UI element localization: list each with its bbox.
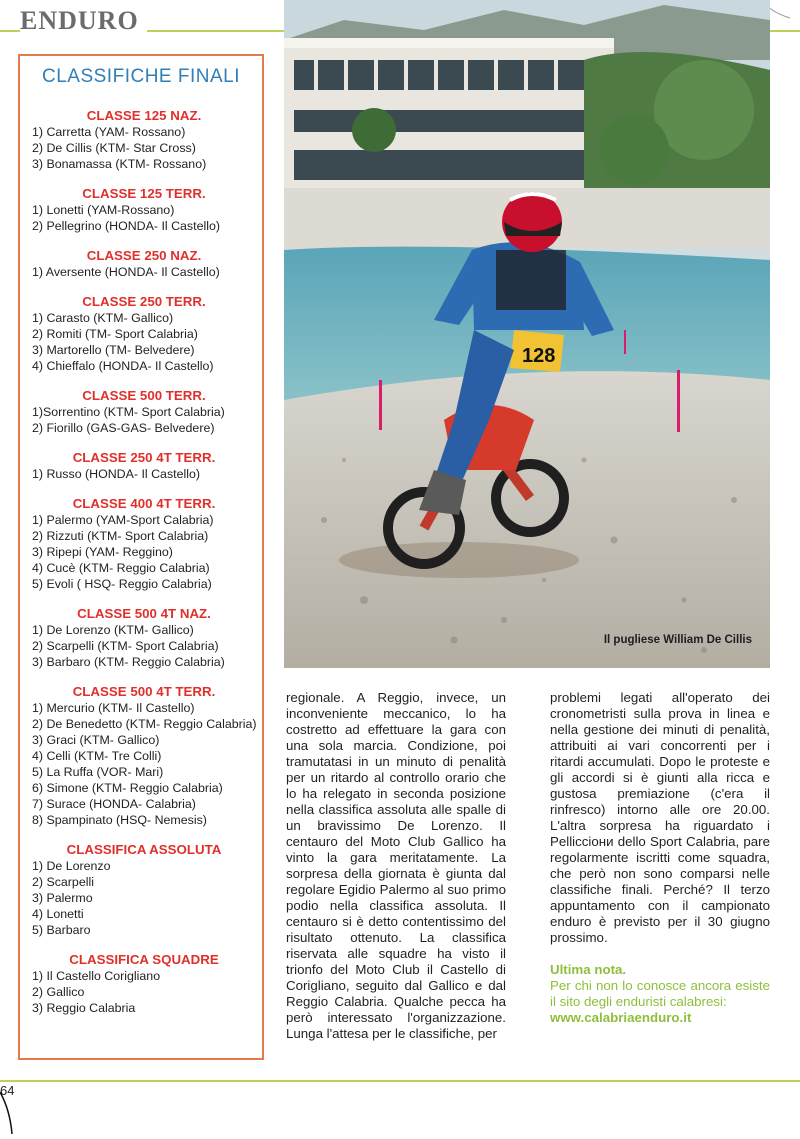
result-entry: 5) Evoli ( HSQ- Reggio Calabria) [32, 577, 212, 591]
result-entry: 1) Palermo (YAM-Sport Calabria) [32, 513, 214, 527]
results-group [32, 248, 256, 280]
result-entry: 4) Lonetti [32, 907, 84, 921]
result-entry: 7) Surace (HONDA- Calabria) [32, 797, 196, 811]
result-entry: 4) Celli (KTM- Tre Colli) [32, 749, 162, 763]
results-group [32, 450, 256, 482]
bottom-rule [0, 1080, 800, 1082]
class-heading: CLASSIFICA ASSOLUTA [66, 842, 222, 857]
result-entry: 2) De Benedetto (KTM- Reggio Calabria) [32, 717, 257, 731]
result-entry: 1) Lonetti (YAM-Rossano) [32, 203, 175, 217]
class-list [32, 108, 256, 1030]
article-column-2 [550, 690, 770, 1026]
result-entry: 2) Scarpelli [32, 875, 94, 889]
result-entry: 3) Bonamassa (KTM- Rossano) [32, 157, 207, 171]
class-heading: CLASSE 250 4T TERR. [72, 450, 216, 465]
result-entry: 2) Pellegrino (HONDA- Il Castello) [32, 219, 220, 233]
result-entry: 4) Cucè (KTM- Reggio Calabria) [32, 561, 210, 575]
result-entry: 6) Simone (KTM- Reggio Calabria) [32, 781, 223, 795]
class-heading: CLASSE 500 4T NAZ. [77, 606, 211, 621]
photo-caption: Il pugliese William De Cillis [603, 634, 752, 646]
result-entry: 1) Carasto (KTM- Gallico) [32, 311, 174, 325]
results-sidebar [18, 54, 264, 1060]
result-entry: 3) Barbaro (KTM- Reggio Calabria) [32, 655, 225, 669]
results-group [32, 684, 256, 828]
results-group [32, 952, 256, 1016]
result-entry: 2) Scarpelli (KTM- Sport Calabria) [32, 639, 219, 653]
class-heading: CLASSE 400 4T TERR. [72, 496, 216, 511]
result-entry: 3) Ripepi (YAM- Reggino) [32, 545, 173, 559]
result-entry: 3) Martorello (TM- Belvedere) [32, 343, 195, 357]
results-group [32, 606, 256, 670]
website-link[interactable]: www.calabriaenduro.it [550, 1010, 692, 1025]
result-entry: 2) Romiti (TM- Sport Calabria) [32, 327, 198, 341]
results-group [32, 842, 256, 938]
article-column-1: regionale. A Reggio, invece, un inconveniente meccanico, lo ha costretto ad effettuare la gara con una sola marcia. Condizione, poi tramutatasi in un minuto di penalità per un ritardo al controllo orario che lo ha relegato in seconda posizione nella classifica assoluta alle spalle di un bravissimo De Lorenzo. Il centauro del Moto Club Gallico ha vinto la gara meritatamente. La sorpresa della giornata è giunta dal regolare Egidio Palermo al suo primo podio nella classifica assoluta. Il centauro si è detto contentissimo del risultato ottenuto. La classifica riservata alle squadre ha visto il trionfo del Moto Club il Castello di Corigliano, seguito dal Gallico e dal Reggio Calabria. Qualche pecca ha però interessato l'organizzazione. Lunga l'attesa per le classifiche, per [286, 690, 506, 1041]
result-entry: 1) Mercurio (KTM- Il Castello) [32, 701, 195, 715]
corner-crop-mark [0, 1090, 14, 1134]
results-group [32, 186, 256, 234]
note-title: Ultima nota. [550, 962, 627, 977]
result-entry: 1) Carretta (YAM- Rossano) [32, 125, 186, 139]
bib-number: 128 [522, 345, 556, 367]
race-photo [284, 0, 770, 668]
result-entry: 5) Barbaro [32, 923, 91, 937]
result-entry: 1) De Lorenzo (KTM- Gallico) [32, 623, 194, 637]
sidebar-title: CLASSIFICHE FINALI [42, 66, 240, 87]
result-entry: 8) Spampinato (HSQ- Nemesis) [32, 813, 207, 827]
result-entry: 1)Sorrentino (KTM- Sport Calabria) [32, 405, 225, 419]
result-entry: 1) De Lorenzo [32, 859, 111, 873]
class-heading: CLASSE 500 4T TERR. [72, 684, 216, 699]
results-group [32, 496, 256, 592]
results-group [32, 294, 256, 374]
results-group [32, 108, 256, 172]
result-entry: 5) La Ruffa (VOR- Mari) [32, 765, 164, 779]
class-heading: CLASSE 500 TERR. [82, 388, 206, 403]
result-entry: 3) Palermo [32, 891, 93, 905]
result-entry: 4) Chieffalo (HONDA- Il Castello) [32, 359, 214, 373]
class-heading: CLASSE 125 NAZ. [86, 108, 202, 123]
result-entry: 2) Rizzuti (KTM- Sport Calabria) [32, 529, 209, 543]
result-entry: 1) Russo (HONDA- Il Castello) [32, 467, 200, 481]
class-heading: CLASSE 250 NAZ. [86, 248, 202, 263]
note-text: Per chi non lo conosce ancora esiste il sito degli enduristi calabresi: [550, 978, 770, 1009]
result-entry: 2) Fiorillo (GAS-GAS- Belvedere) [32, 421, 215, 435]
page-number: 64 [0, 1083, 15, 1098]
result-entry: 3) Reggio Calabria [32, 1001, 136, 1015]
class-heading: CLASSE 250 TERR. [82, 294, 206, 309]
result-entry: 3) Graci (KTM- Gallico) [32, 733, 160, 747]
results-group [32, 388, 256, 436]
rider-illustration [284, 0, 770, 668]
result-entry: 1) Aversente (HONDA- Il Castello) [32, 265, 220, 279]
section-tag: ENDURO [20, 6, 147, 36]
result-entry: 2) De Cillis (KTM- Star Cross) [32, 141, 196, 155]
class-heading: CLASSE 125 TERR. [82, 186, 206, 201]
article-column-2-text: problemi legati all'operato dei cronometristi sulla prova in linea e nella gestione dei minuti di penalità, attribuiti ai vari concorrenti per i ritardi accumulati. Dopo le proteste e gli accordi si è giunti alla ricca e gustosa premiazione (c'era il rinfresco) intorno alle ore 20.00. L'altra sorpresa ha riguardato i Pellicciони dello Sport Calabria, pare regolarmente iscritti come squadra, che però non sono comparsi nelle classifiche finali. Perché? Il terzo appuntamento con il campionato enduro è previsto per il 30 giugno prossimo. [550, 690, 770, 945]
result-entry: 1) Il Castello Corigliano [32, 969, 161, 983]
result-entry: 2) Gallico [32, 985, 85, 999]
class-heading: CLASSIFICA SQUADRE [69, 952, 219, 967]
